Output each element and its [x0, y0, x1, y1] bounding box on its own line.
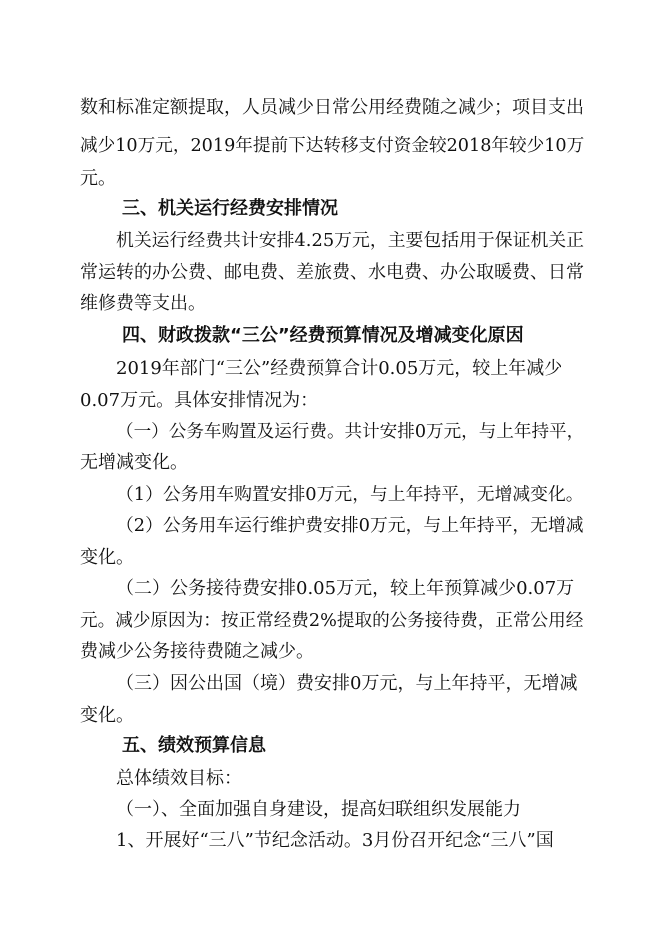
- section-heading-5: 五、绩效预算信息: [122, 735, 266, 756]
- text-line-16: （二）公务接待费安排0.05万元，较上年预算减少0.07万: [116, 578, 575, 599]
- text-line-13: （1）公务用车购置安排0万元，与上年持平，无增减变化。: [116, 484, 584, 505]
- text-line-17: 元。减少原因为：按正常经费2%提取的公务接待费，正常公用经: [80, 611, 584, 631]
- text-line-9: 2019年部门“三公”经费预算合计0.05万元，较上年减少: [116, 358, 563, 379]
- section-heading-3: 三、机关运行经费安排情况: [122, 198, 338, 219]
- text-line-20: 变化。: [80, 705, 134, 726]
- text-line-2: 减少10万元，2019年提前下达转移支付资金较2018年较少10万: [80, 136, 584, 156]
- section-heading-4: 四、财政拨款“三公”经费预算情况及增减变化原因: [122, 325, 524, 346]
- text-line-6: 常运转的办公费、邮电费、差旅费、水电费、办公取暖费、日常: [80, 262, 584, 283]
- text-line-1: 数和标准定额提取，人员减少日常公用经费随之减少；项目支出: [80, 97, 584, 118]
- text-line-19: （三）因公出国（境）费安排0万元，与上年持平，无增减: [116, 673, 578, 694]
- text-line-18: 费减少公务接待费随之减少。: [80, 641, 314, 662]
- text-line-14: （2）公务用车运行维护费安排0万元，与上年持平，无增减: [116, 515, 584, 536]
- text-line-7: 维修费等支出。: [80, 293, 206, 314]
- text-line-23: （一）、全面加强自身建设，提高妇联组织发展能力: [116, 799, 521, 820]
- text-line-24: 1、开展好“三八”节纪念活动。3月份召开纪念“三八”国: [116, 830, 554, 851]
- text-line-11: （一）公务车购置及运行费。共计安排0万元，与上年持平，: [116, 422, 584, 442]
- text-line-15: 变化。: [80, 547, 134, 568]
- text-line-22: 总体绩效目标：: [116, 768, 242, 789]
- text-line-5: 机关运行经费共计安排4.25万元，主要包括用于保证机关正: [116, 230, 584, 251]
- text-line-12: 无增减变化。: [80, 452, 188, 473]
- text-line-3: 元。: [80, 168, 116, 189]
- text-line-10: 0.07万元。具体安排情况为：: [80, 390, 319, 411]
